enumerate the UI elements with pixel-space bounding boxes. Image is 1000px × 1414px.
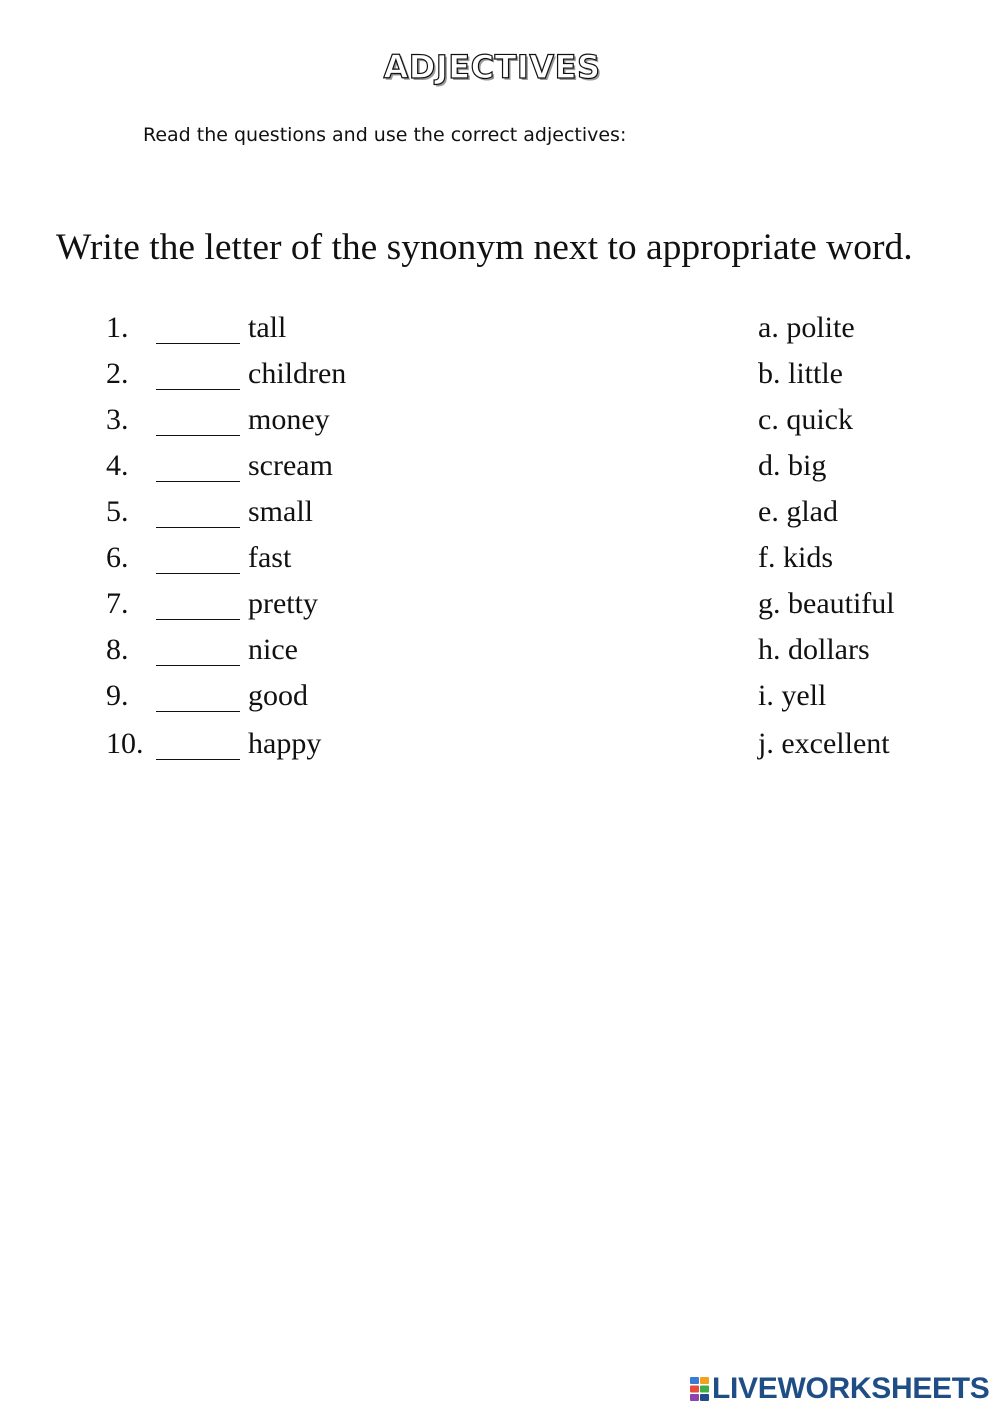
list-item: [0, 587, 1000, 627]
item-number: 7.: [106, 587, 129, 620]
answer-blank[interactable]: [156, 619, 240, 620]
synonym-option: b. little: [758, 357, 843, 390]
list-item: [0, 633, 1000, 673]
item-number: 5.: [106, 495, 129, 528]
synonym-option: d. big: [758, 449, 827, 482]
item-word: nice: [248, 633, 298, 666]
answer-blank[interactable]: [156, 573, 240, 574]
answer-blank[interactable]: [156, 665, 240, 666]
synonym-option: g. beautiful: [758, 587, 895, 620]
list-item: [0, 541, 1000, 581]
item-number: 10.: [106, 727, 144, 760]
list-item: [0, 311, 1000, 351]
item-word: tall: [248, 311, 287, 344]
answer-blank[interactable]: [156, 527, 240, 528]
logo-text: LIVEWORKSHEETS: [712, 1372, 990, 1405]
synonym-option: j. excellent: [758, 727, 890, 760]
item-word: fast: [248, 541, 292, 574]
item-number: 6.: [106, 541, 129, 574]
item-word: good: [248, 679, 308, 712]
list-item: [0, 449, 1000, 489]
synonym-option: f. kids: [758, 541, 833, 574]
answer-blank[interactable]: [156, 435, 240, 436]
exercise-heading: Write the letter of the synonym next to appropriate word.: [56, 227, 913, 268]
list-item: [0, 403, 1000, 443]
synonym-option: h. dollars: [758, 633, 870, 666]
item-word: happy: [248, 727, 322, 760]
item-number: 3.: [106, 403, 129, 436]
answer-blank[interactable]: [156, 481, 240, 482]
item-word: children: [248, 357, 347, 390]
item-number: 1.: [106, 311, 129, 344]
synonym-option: a. polite: [758, 311, 855, 344]
item-number: 2.: [106, 357, 129, 390]
item-word: scream: [248, 449, 333, 482]
list-item: [0, 679, 1000, 719]
item-word: money: [248, 403, 330, 436]
worksheet-title: ADJECTIVES: [383, 48, 601, 86]
list-item: [0, 495, 1000, 535]
liveworksheets-logo-icon: [690, 1376, 710, 1402]
synonym-option: e. glad: [758, 495, 838, 528]
list-item: [0, 727, 1000, 767]
synonym-option: i. yell: [758, 679, 827, 712]
answer-blank[interactable]: [156, 389, 240, 390]
answer-blank[interactable]: [156, 759, 240, 760]
instruction-text: Read the questions and use the correct adjectives:: [143, 124, 627, 146]
list-item: [0, 357, 1000, 397]
item-word: small: [248, 495, 313, 528]
item-number: 4.: [106, 449, 129, 482]
item-word: pretty: [248, 587, 318, 620]
item-number: 9.: [106, 679, 129, 712]
answer-blank[interactable]: [156, 711, 240, 712]
synonym-option: c. quick: [758, 403, 853, 436]
item-number: 8.: [106, 633, 129, 666]
liveworksheets-logo[interactable]: [690, 1371, 990, 1407]
answer-blank[interactable]: [156, 343, 240, 344]
